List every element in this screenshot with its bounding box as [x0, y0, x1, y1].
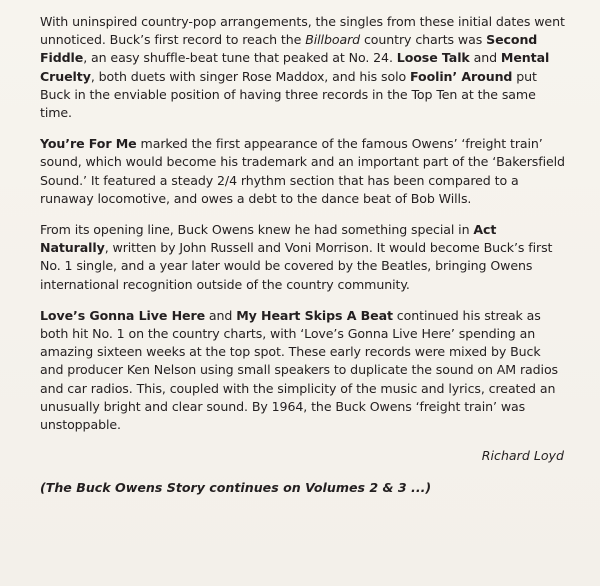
- song-title: Foolin’ Around: [410, 68, 513, 84]
- text-run: , both duets with singer Rose Maddox, and his solo: [90, 68, 411, 84]
- paragraph: [40, 221, 566, 294]
- text-run: continued his streak as both hit No. 1 on the country charts, with ‘Love’s Gonna Live Here’ spending an amazing sixteen weeks at the top spot. These early records were mixed by Buck and producer Ken Nelson using small speakers to duplicate the sound on AM radios and car radios. This, coupled with the simplicity of the music and lyrics, created an unusually bright and clear sound. By 1964, the Buck Owens ‘freight train’ was unstoppable.: [40, 307, 559, 433]
- publication-title: Billboard: [305, 32, 361, 48]
- text-run: , an easy shuffle-beat tune that peaked at No. 24.: [83, 50, 397, 66]
- song-title: Act Naturally: [40, 222, 497, 256]
- author-signature: Richard Loyd: [481, 448, 564, 464]
- text-run: put Buck in the enviable position of having three records in the Top Ten at the same time.: [40, 68, 537, 121]
- song-title: Mental Cruelty: [40, 50, 550, 84]
- continuation-note: (The Buck Owens Story continues on Volumes 2 & 3 ...): [40, 480, 432, 496]
- text-run: and: [205, 307, 237, 323]
- song-title: You’re For Me: [40, 136, 137, 152]
- paragraph: [40, 13, 566, 122]
- song-title: Second Fiddle: [40, 32, 538, 66]
- song-title: My Heart Skips A Beat: [236, 307, 393, 323]
- song-title: Loose Talk: [396, 50, 470, 66]
- paragraph: [40, 307, 566, 434]
- text-run: and: [469, 50, 501, 66]
- text-run: From its opening line, Buck Owens knew he had something special in: [40, 222, 474, 238]
- body-text: [40, 13, 566, 434]
- song-title: Love’s Gonna Live Here: [40, 307, 206, 323]
- text-run: With uninspired country-pop arrangements, the singles from these initial dates went unnoticed. Buck’s first record to reach the: [40, 14, 565, 48]
- text-run: country charts was: [360, 32, 487, 48]
- text-run: marked the first appearance of the famous Owens’ ‘freight train’ sound, which would become his trademark and an important part of the ‘Bakersfield Sound.’ It featured a steady 2/4 rhythm section that has been compared to a runaway locomotive, and owes a debt to the dance beat of Bob Wills.: [40, 136, 565, 206]
- text-run: , written by John Russell and Voni Morrison. It would become Buck’s first No. 1 single, and a year later would be covered by the Beatles, bringing Owens international recognition outside of the country community.: [40, 240, 553, 292]
- paragraph: [40, 135, 566, 208]
